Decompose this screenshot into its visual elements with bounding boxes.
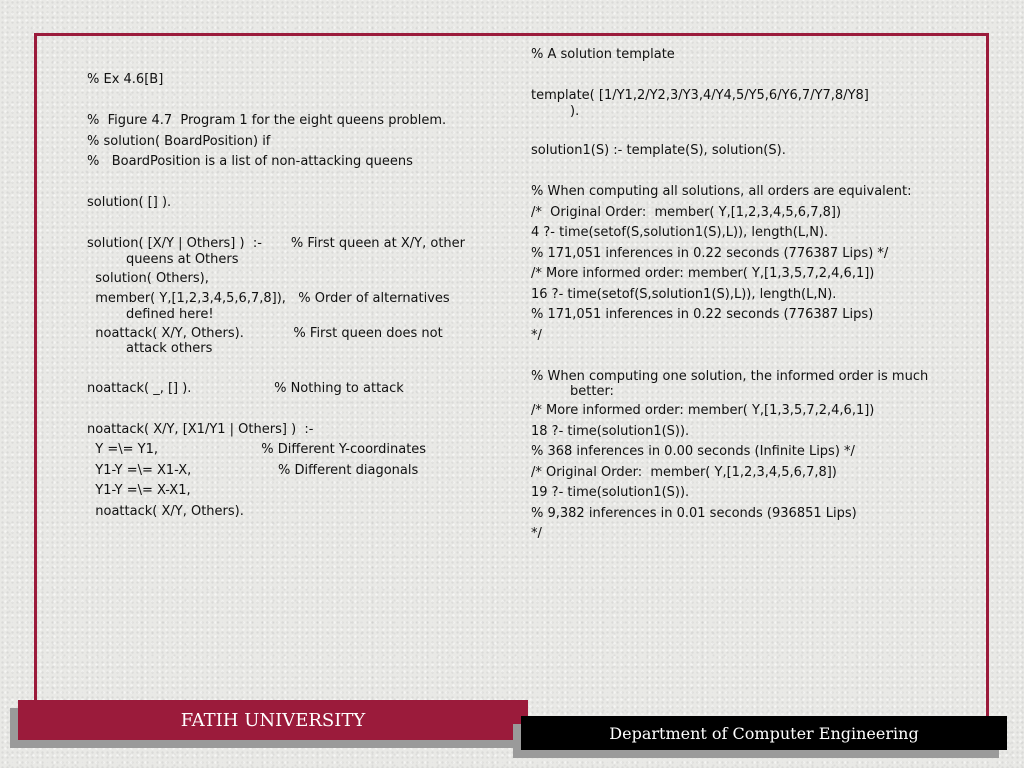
code-line: noattack( X/Y, [X1/Y1 | Others] ) :- (87, 421, 314, 437)
code-line-continuation: ). (570, 103, 580, 119)
code-line: % BoardPosition is a list of non-attacking queens (87, 154, 413, 169)
code-line: Y1-Y =\= X1-X, % Different diagonals (87, 462, 419, 478)
code-line: % Ex 4.6[B] (87, 72, 164, 87)
university-name: FATIH UNIVERSITY (180, 709, 366, 731)
code-line: */ (531, 327, 542, 343)
code-line: template( [1/Y1,2/Y2,3/Y3,4/Y4,5/Y5,6/Y6,7/Y7,8/Y8] (531, 88, 869, 103)
code-line-continuation: attack others (126, 341, 213, 356)
code-line: 16 ?- time(setof(S,solution1(S),L)), length(L,N). (531, 286, 837, 302)
blank-line (87, 91, 517, 112)
code-line: 18 ?- time(solution1(S)). (531, 423, 690, 439)
code-line: noattack( X/Y, Others). (87, 503, 244, 519)
code-line: solution( [X/Y | Others] ) :- % First queen at X/Y, other (87, 236, 466, 251)
code-line: /* More informed order: member( Y,[1,3,5,7,2,4,6,1]) (531, 403, 875, 418)
code-line: solution( [] ). (87, 195, 172, 210)
code-line: % 368 inferences in 0.00 seconds (Infinite Lips) */ (531, 444, 855, 459)
code-line: % 9,382 inferences in 0.01 seconds (936851 Lips) (531, 505, 857, 521)
code-line: Y =\= Y1, % Different Y-coordinates (87, 442, 427, 457)
code-line: % Figure 4.7 Program 1 for the eight queens problem. (87, 113, 447, 128)
department-name: Department of Computer Engineering (609, 723, 919, 743)
code-line: solution1(S) :- template(S), solution(S). (531, 143, 786, 158)
code-line: % solution( BoardPosition) if (87, 133, 271, 149)
code-line: Y1-Y =\= X-X1, (87, 483, 191, 498)
blank-line (531, 66, 971, 87)
code-line: % When computing one solution, the informed order is much (531, 368, 929, 384)
code-line: */ (531, 526, 542, 541)
code-line-continuation: queens at Others (126, 251, 239, 267)
blank-line (531, 121, 971, 142)
blank-line (531, 162, 971, 183)
code-column-left (87, 70, 517, 522)
footer-department-banner (521, 716, 1007, 750)
code-line: member( Y,[1,2,3,4,5,6,7,8]), % Order of alternatives (87, 291, 450, 306)
code-line: % 171,051 inferences in 0.22 seconds (776387 Lips) (531, 307, 874, 322)
blank-line (87, 214, 517, 235)
code-line: 19 ?- time(solution1(S)). (531, 485, 690, 500)
blank-line (531, 346, 971, 367)
code-line: % A solution template (531, 47, 675, 62)
code-column-right (531, 45, 971, 545)
blank-line (87, 173, 517, 194)
code-line: solution( Others), (87, 270, 209, 286)
code-line: % When computing all solutions, all orders are equivalent: (531, 184, 912, 199)
code-line: /* Original Order: member( Y,[1,2,3,4,5,6,7,8]) (531, 204, 842, 220)
code-line: 4 ?- time(setof(S,solution1(S),L)), length(L,N). (531, 225, 829, 240)
code-line: /* Original Order: member( Y,[1,2,3,4,5,6,7,8]) (531, 464, 837, 480)
blank-line (87, 358, 517, 379)
code-line: noattack( _, [] ). % Nothing to attack (87, 380, 404, 396)
code-line: % 171,051 inferences in 0.22 seconds (776387 Lips) */ (531, 245, 889, 261)
code-line-continuation: defined here! (126, 306, 214, 322)
code-line: /* More informed order: member( Y,[1,3,5,7,2,4,6,1]) (531, 266, 875, 281)
code-line: noattack( X/Y, Others). % First queen does not (87, 325, 443, 341)
code-line-continuation: better: (570, 384, 614, 399)
footer-university-banner (18, 700, 528, 740)
blank-line (87, 399, 517, 420)
